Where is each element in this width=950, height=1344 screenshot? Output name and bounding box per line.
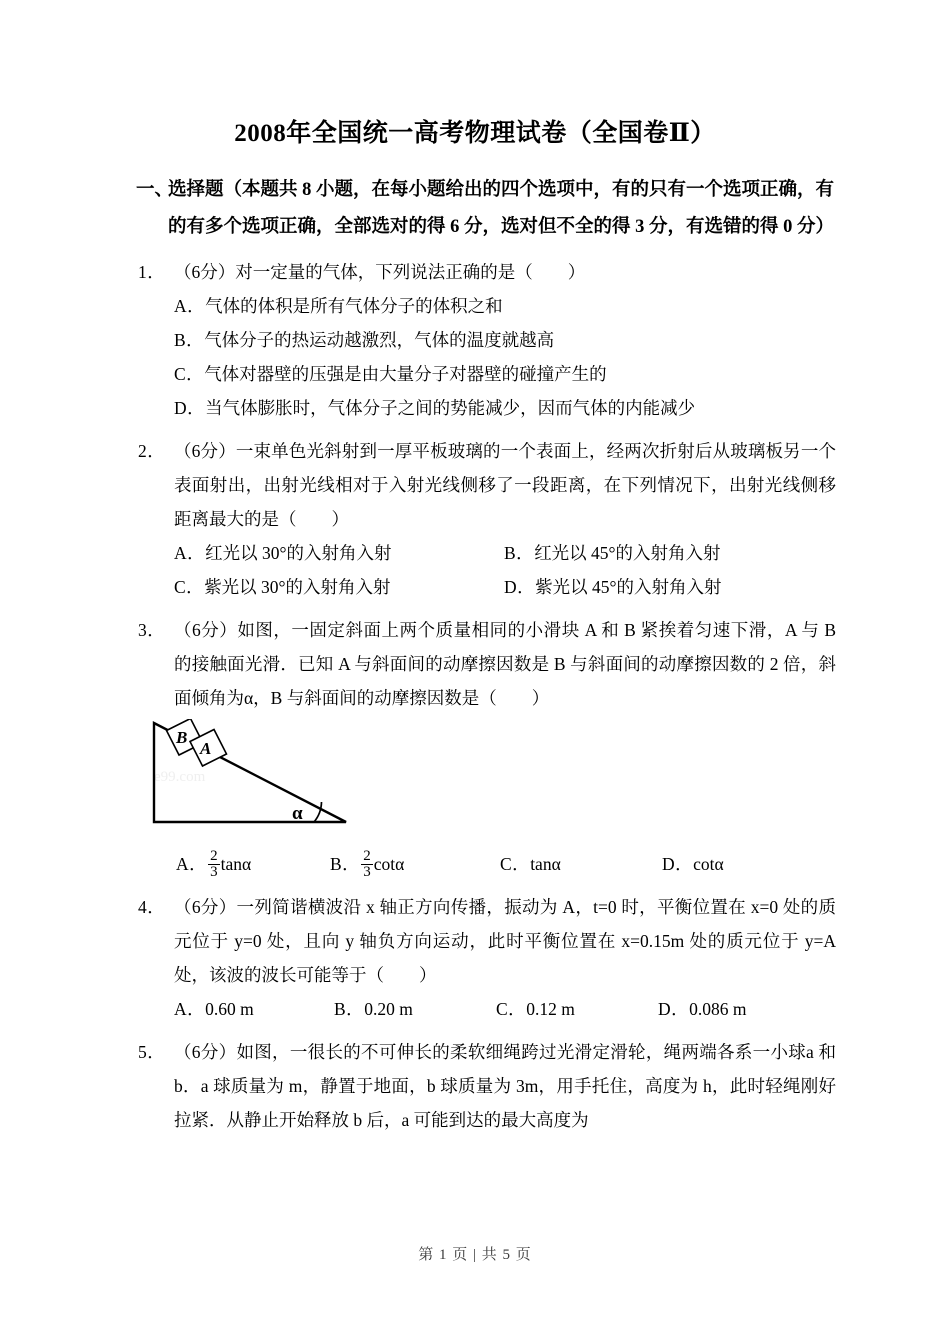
question-1	[136, 255, 836, 425]
option-label: A．	[174, 296, 206, 316]
section-heading-text: 选择题（本题共 8 小题，在每小题给出的四个选项中，有的只有一个选项正确，有的有多个选项正确，全部选对的得 6 分，选对但不全的得 3 分，有选错的得 0 分）	[168, 180, 835, 237]
page-title: 2008年全国统一高考物理试卷（全国卷Ⅱ）	[234, 120, 716, 147]
option-label: A．	[174, 543, 206, 563]
question-1-option-c[interactable]	[174, 357, 607, 391]
option-label: D．	[662, 854, 694, 874]
question-3-option-c[interactable]	[500, 847, 561, 881]
question-1-number: 1．	[138, 262, 166, 282]
option-text: 气体的体积是所有气体分子的体积之和	[205, 296, 503, 316]
option-label: B．	[174, 330, 205, 350]
option-row	[174, 391, 836, 425]
option-label: C．	[174, 364, 205, 384]
question-2-options	[174, 536, 836, 604]
option-text: cotα	[373, 854, 405, 874]
option-label: A．	[174, 999, 206, 1019]
question-1-options	[174, 289, 836, 425]
option-text: 红光以 45°的入射角入射	[534, 543, 721, 563]
block-b-label: B	[176, 728, 188, 747]
question-3-options	[174, 847, 836, 881]
watermark-text: e99.com	[154, 769, 206, 785]
question-1-stem: （6分）对一定量的气体，下列说法正确的是（ ）	[174, 262, 586, 282]
option-label: B．	[334, 999, 365, 1019]
option-text: 红光以 30°的入射角入射	[205, 543, 392, 563]
question-2	[136, 434, 836, 604]
option-text: tanα	[530, 854, 561, 874]
option-row	[174, 289, 836, 323]
option-text: 0.20 m	[364, 999, 413, 1019]
option-label: C．	[496, 999, 527, 1019]
section-lead-label: 一、	[136, 180, 174, 200]
question-3	[136, 613, 836, 881]
option-label: D．	[504, 577, 536, 597]
fraction-denominator: 3	[363, 864, 371, 881]
angle-label: α	[292, 803, 303, 824]
question-2-stem: （6分）一束单色光斜射到一厚平板玻璃的一个表面上，经两次折射后从玻璃板另一个表面射出，出射光线相对于入射光线侧移了一段距离，在下列情况下，出射光线侧移距离最大的是（ ）	[174, 441, 836, 529]
question-1-option-b[interactable]	[174, 323, 554, 357]
question-1-option-d[interactable]	[174, 391, 695, 425]
option-row	[174, 323, 836, 357]
question-4-stem: （6分）一列简谐横波沿 x 轴正方向传播，振动为 A，t=0 时，平衡位置在 x=0 处的质元位于 y=0 处，且向 y 轴负方向运动，此时平衡位置在 x=0.15m 处的质元位于 y=A 处，该波的波长可能等于（ ）	[174, 897, 836, 985]
option-text: 0.12 m	[526, 999, 575, 1019]
inclined-plane-diagram	[146, 719, 446, 845]
question-3-option-b[interactable]	[330, 847, 404, 881]
question-2-option-d[interactable]	[504, 570, 722, 604]
question-2-option-a[interactable]	[174, 536, 392, 570]
option-label: D．	[174, 398, 206, 418]
option-label: B．	[504, 543, 535, 563]
question-4-number: 4．	[138, 897, 166, 917]
fraction-numerator: 2	[363, 848, 371, 864]
option-label: A．	[176, 854, 208, 874]
question-4-options	[174, 992, 836, 1026]
option-row	[174, 847, 836, 881]
inclined-plane-figure	[146, 719, 836, 847]
question-2-option-c[interactable]	[174, 570, 391, 604]
option-text: 当气体膨胀时，气体分子之间的势能减少，因而气体的内能减少	[205, 398, 696, 418]
fraction-numerator: 2	[210, 848, 218, 864]
block-a-label: A	[200, 739, 212, 758]
question-2-option-b[interactable]	[504, 536, 721, 570]
option-text: 0.60 m	[205, 999, 254, 1019]
question-4-option-a[interactable]	[174, 992, 254, 1026]
option-text: 0.086 m	[689, 999, 747, 1019]
option-label: C．	[500, 854, 531, 874]
page-footer: 第 1 页 | 共 5 页	[418, 1247, 532, 1263]
section-heading	[136, 172, 836, 246]
question-5	[136, 1035, 836, 1137]
option-text: 气体对器壁的压强是由大量分子对器壁的碰撞产生的	[204, 364, 607, 384]
question-5-stem: （6分）如图，一很长的不可伸长的柔软细绳跨过光滑定滑轮，绳两端各系一小球a 和 b．a 球质量为 m，静置于地面，b 球质量为 3m，用手托住，高度为 h，此时轻绳刚好拉紧．从静止开始释放 b 后，a 可能到达的最大高度为	[174, 1042, 836, 1130]
option-row	[174, 536, 836, 570]
question-3-option-a[interactable]	[176, 847, 251, 881]
option-label: D．	[658, 999, 690, 1019]
option-text: tanα	[220, 854, 252, 874]
question-4-option-c[interactable]	[496, 992, 575, 1026]
option-label: C．	[174, 577, 205, 597]
option-text: 气体分子的热运动越激烈，气体的温度就越高	[204, 330, 555, 350]
question-3-number: 3．	[138, 620, 166, 640]
question-3-option-d[interactable]	[662, 847, 724, 881]
document-body	[136, 172, 836, 1137]
fraction-denominator: 3	[210, 864, 218, 881]
fraction-two-thirds	[208, 849, 220, 881]
option-text: cotα	[693, 854, 724, 874]
option-text: 紫光以 45°的入射角入射	[535, 577, 722, 597]
question-4-option-b[interactable]	[334, 992, 413, 1026]
option-row	[174, 570, 836, 604]
question-2-number: 2．	[138, 441, 166, 461]
question-1-option-a[interactable]	[174, 289, 503, 323]
option-row	[174, 357, 836, 391]
question-4	[136, 890, 836, 1026]
fraction-two-thirds	[361, 849, 373, 881]
option-label: B．	[330, 854, 361, 874]
question-5-number: 5．	[138, 1042, 166, 1062]
option-text: 紫光以 30°的入射角入射	[204, 577, 391, 597]
option-row	[174, 992, 836, 1026]
question-4-option-d[interactable]	[658, 992, 747, 1026]
question-3-stem: （6分）如图，一固定斜面上两个质量相同的小滑块 A 和 B 紧挨着匀速下滑，A 与 B 的接触面光滑．已知 A 与斜面间的动摩擦因数是 B 与斜面间的动摩擦因数的 2 倍，斜面倾角为α，B 与斜面间的动摩擦因数是（ ）	[174, 620, 836, 708]
